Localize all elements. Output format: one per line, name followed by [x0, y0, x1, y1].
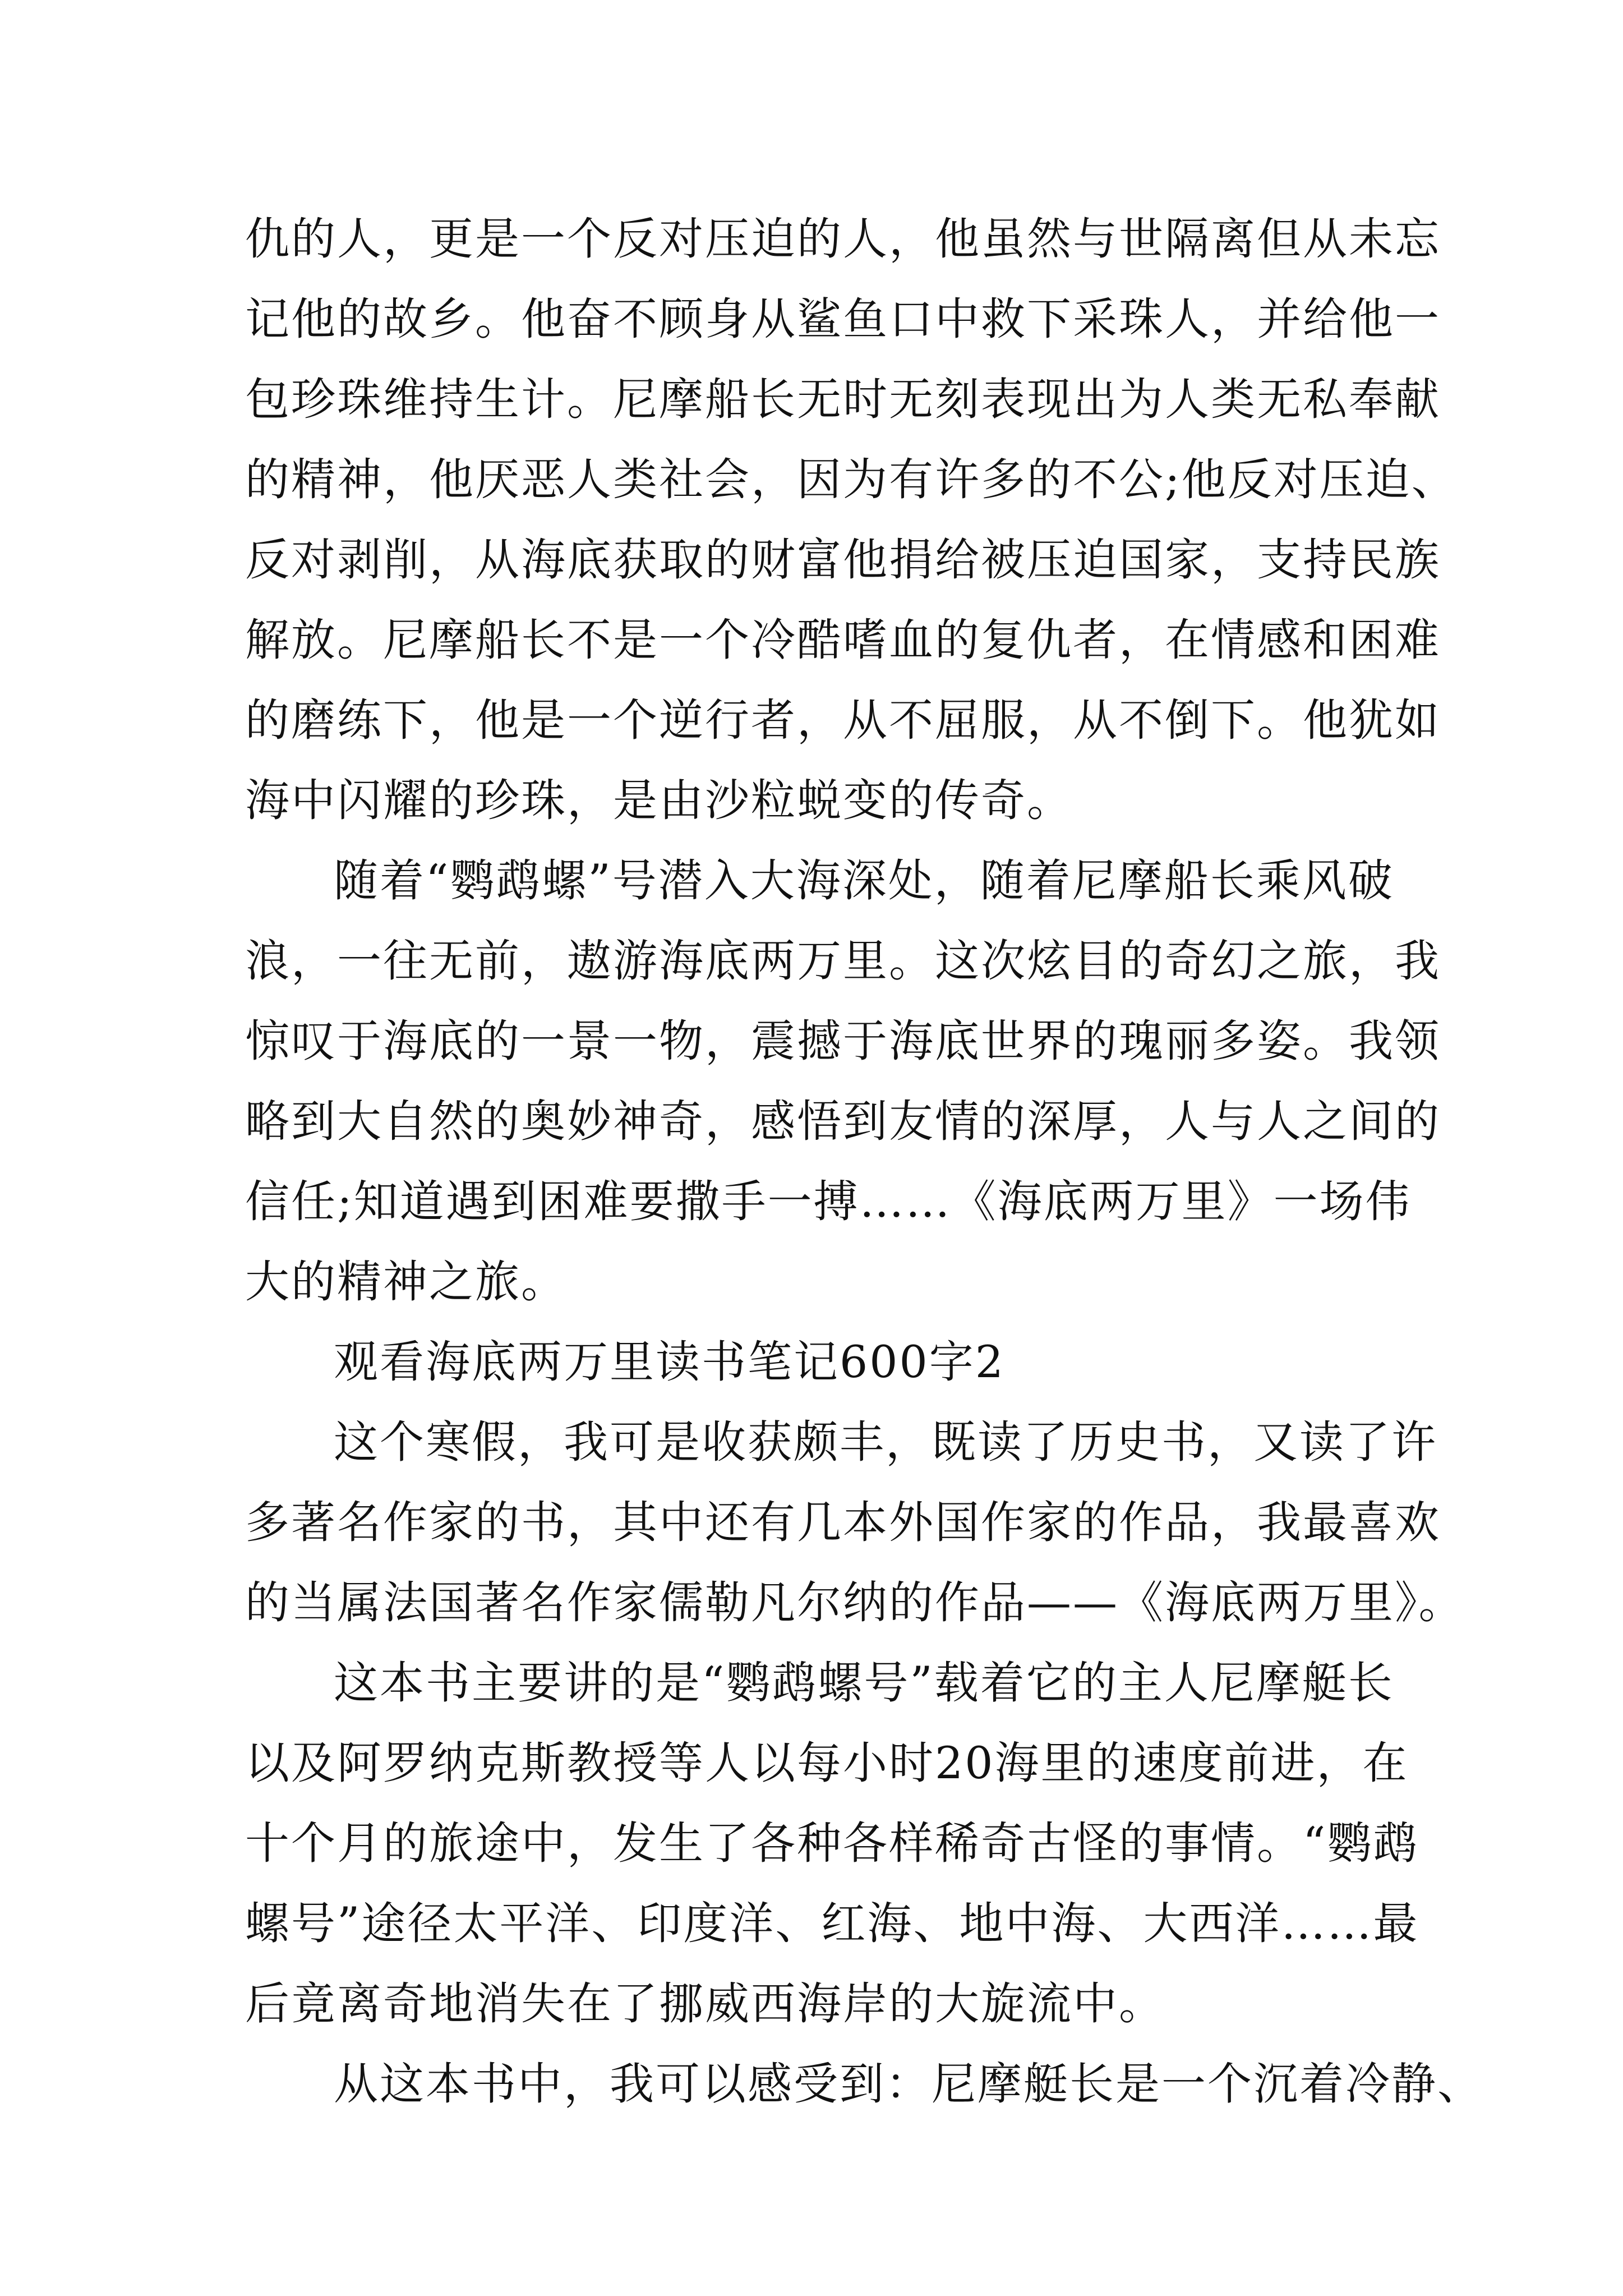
- paragraph-start-line: 从这本书中，我可以感受到：尼摩艇长是一个沉着冷静、: [334, 2058, 1483, 2110]
- text-line: 的精神，他厌恶人类社会，因为有许多的不公;他反对压迫、: [245, 454, 1458, 505]
- paragraph-start-line: 这个寒假，我可是收获颇丰，既读了历史书，又读了许: [334, 1416, 1437, 1468]
- text-line: 海中闪耀的珍珠，是由沙粒蜕变的传奇。: [245, 775, 1073, 826]
- text-line: 解放。尼摩船长不是一个冷酷嗜血的复仇者，在情感和困难: [245, 614, 1441, 666]
- paragraph-start-line: 这本书主要讲的是“鹦鹉螺号”载着它的主人尼摩艇长: [334, 1657, 1394, 1709]
- paragraph-start-line: 随着“鹦鹉螺”号潜入大海深处，随着尼摩船长乘风破: [334, 855, 1394, 907]
- text-line: 略到大自然的奥妙神奇，感悟到友情的深厚，人与人之间的: [245, 1096, 1441, 1147]
- text-line: 以及阿罗纳克斯教授等人以每小时20海里的速度前进，在: [245, 1737, 1409, 1789]
- body-text: [245, 199, 1483, 2124]
- text-line: 仇的人，更是一个反对压迫的人，他虽然与世隔离但从未忘: [245, 213, 1441, 265]
- text-line: 的磨练下，他是一个逆行者，从不屈服，从不倒下。他犹如: [245, 694, 1441, 746]
- text-line: 大的精神之旅。: [245, 1256, 567, 1308]
- text-line: 信任;知道遇到困难要撒手一搏……《海底两万里》一场伟: [245, 1176, 1412, 1227]
- text-line: 反对剥削，从海底获取的财富他捐给被压迫国家，支持民族: [245, 534, 1441, 586]
- text-line: 包珍珠维持生计。尼摩船长无时无刻表现出为人类无私奉献: [245, 374, 1441, 425]
- text-line: 的当属法国著名作家儒勒凡尔纳的作品——《海底两万里》。: [245, 1577, 1465, 1628]
- text-line: 多著名作家的书，其中还有几本外国作家的作品，我最喜欢: [245, 1497, 1441, 1548]
- text-line: 记他的故乡。他奋不顾身从鲨鱼口中救下采珠人，并给他一: [245, 293, 1441, 345]
- text-line: 螺号”途径太平洋、印度洋、红海、地中海、大西洋……最: [245, 1898, 1419, 1949]
- text-line: 浪，一往无前，遨游海底两万里。这次炫目的奇幻之旅，我: [245, 935, 1441, 987]
- text-line: 后竟离奇地消失在了挪威西海岸的大旋流中。: [245, 1978, 1165, 2030]
- section-heading: 观看海底两万里读书笔记600字2: [334, 1336, 1006, 1388]
- text-line: 惊叹于海底的一景一物，震撼于海底世界的瑰丽多姿。我领: [245, 1015, 1441, 1067]
- text-line: 十个月的旅途中，发生了各种各样稀奇古怪的事情。“鹦鹉: [245, 1818, 1419, 1869]
